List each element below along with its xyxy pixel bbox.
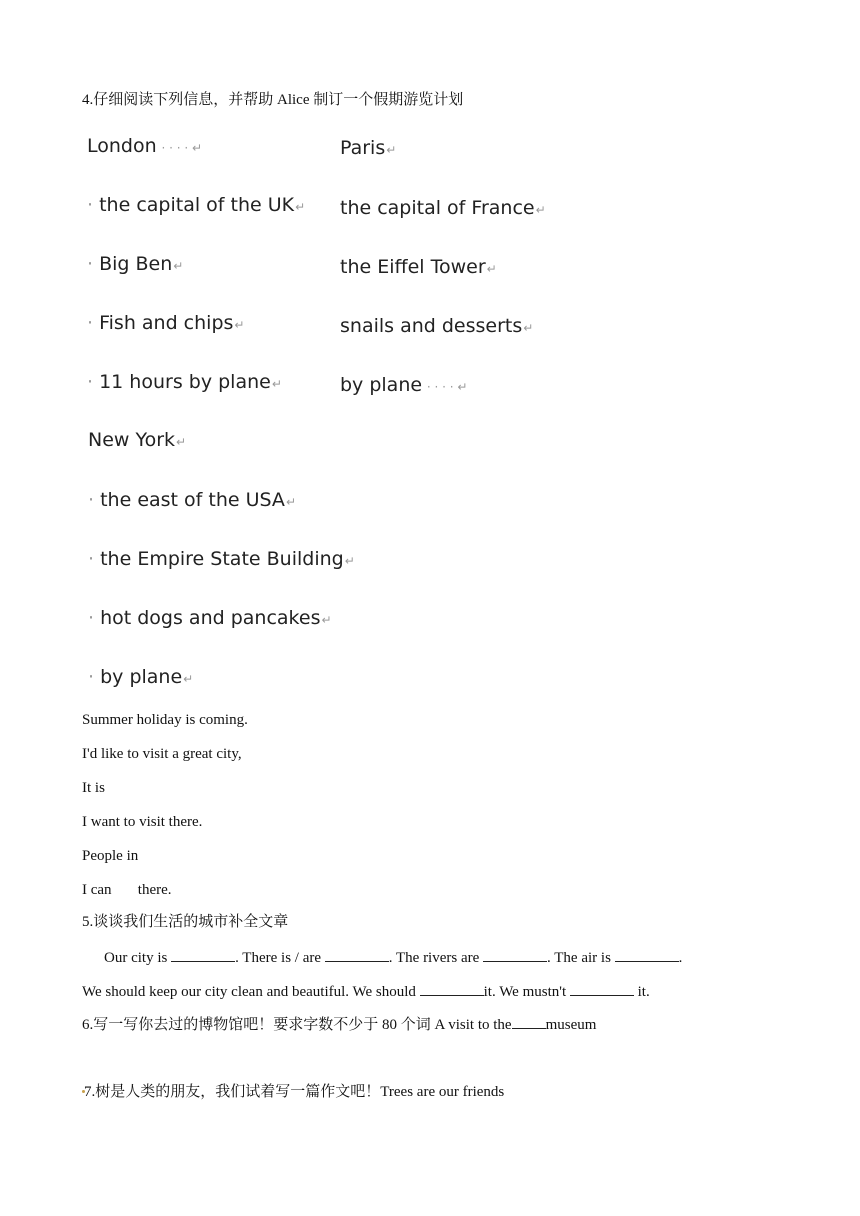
- q6-heading: 6.写一写你去过的博物馆吧！要求字数不少于 80 个词 A visit to the: [82, 1017, 512, 1033]
- q5-text: . The rivers are: [388, 950, 480, 966]
- paris-item: [340, 374, 467, 396]
- paragraph-mark-icon: ↵: [234, 318, 245, 332]
- newyork-item-text: hot dogs and pancakes: [100, 607, 321, 629]
- fill-blank[interactable]: [171, 947, 235, 962]
- paris-item-text: by plane: [340, 374, 423, 396]
- london-item-text: 11 hours by plane: [99, 371, 271, 393]
- paragraph-mark-icon: ↵: [344, 554, 355, 568]
- paris-item-text: snails and desserts: [340, 315, 523, 337]
- paragraph-mark-icon: ↵: [295, 200, 306, 214]
- template-line: I can there.: [82, 882, 172, 898]
- fill-blank[interactable]: [420, 981, 484, 996]
- newyork-item: · the east of the USA↵: [88, 489, 296, 511]
- paris-item: [340, 256, 497, 278]
- london-item-text: Big Ben: [99, 253, 173, 275]
- q5-text: it. We mustn't: [483, 984, 567, 1000]
- paragraph-mark-icon: ↵: [523, 321, 534, 335]
- q5-text: .: [678, 950, 683, 966]
- fill-blank[interactable]: [325, 947, 389, 962]
- q5-text: Our city is: [104, 950, 168, 966]
- q5-text: it.: [637, 984, 650, 1000]
- london-item-text: Fish and chips: [99, 312, 234, 334]
- newyork-item: · the Empire State Building↵: [88, 548, 355, 570]
- london-title: [87, 135, 202, 157]
- london-item: · Fish and chips↵: [87, 312, 245, 334]
- template-line: It is: [82, 780, 105, 796]
- paris-title: [340, 137, 396, 159]
- q5-text: . There is / are: [235, 950, 322, 966]
- paragraph-mark-icon: ↵: [285, 495, 296, 509]
- paragraph-mark-icon: ↵: [321, 613, 332, 627]
- fill-blank[interactable]: [483, 947, 547, 962]
- paragraph-mark-icon: ↵: [486, 262, 497, 276]
- newyork-item-text: the Empire State Building: [100, 548, 344, 570]
- paris-item: [340, 315, 533, 337]
- q5-line1: [104, 947, 682, 968]
- london-item: · 11 hours by plane↵: [87, 371, 282, 393]
- template-line: People in: [82, 848, 139, 864]
- newyork-item: · hot dogs and pancakes↵: [88, 607, 332, 629]
- paragraph-mark-icon: ↵: [176, 435, 187, 449]
- paragraph-mark-icon: ↵: [535, 203, 546, 217]
- newyork-name: New York: [88, 429, 176, 451]
- fill-blank[interactable]: [615, 947, 679, 962]
- paragraph-mark-icon: · · · · ↵: [157, 141, 203, 155]
- paris-item: [340, 197, 546, 219]
- newyork-item-text: the east of the USA: [100, 489, 285, 511]
- paragraph-mark-icon: ↵: [173, 259, 184, 273]
- fill-blank[interactable]: [570, 981, 634, 996]
- london-item: · Big Ben↵: [87, 253, 184, 275]
- paris-item-text: the capital of France: [340, 197, 535, 219]
- q5-text: . The air is: [547, 950, 611, 966]
- paragraph-mark-icon: · · · · ↵: [423, 380, 468, 394]
- q5-heading: 5.谈谈我们生活的城市补全文章: [82, 914, 289, 930]
- london-item: · the capital of the UK↵: [87, 194, 306, 216]
- paragraph-mark-icon: ↵: [271, 377, 282, 391]
- template-line: I want to visit there.: [82, 814, 203, 830]
- london-item-text: the capital of the UK: [99, 194, 295, 216]
- template-line: Summer holiday is coming.: [82, 712, 248, 728]
- q5-line2: [82, 981, 650, 1002]
- template-line: I'd like to visit a great city,: [82, 746, 242, 762]
- newyork-item: · by plane↵: [88, 666, 194, 688]
- fill-blank[interactable]: [512, 1014, 546, 1029]
- q4-heading: 4.仔细阅读下列信息，并帮助 Alice 制订一个假期游览计划: [82, 92, 464, 108]
- newyork-title: [88, 429, 186, 451]
- q5-text: We should keep our city clean and beautiful. We should: [82, 984, 416, 1000]
- paragraph-mark-icon: ↵: [386, 143, 397, 157]
- newyork-item-text: by plane: [100, 666, 183, 688]
- paris-name: Paris: [340, 137, 386, 159]
- q6-tail: museum: [545, 1017, 597, 1033]
- q6-line: [82, 1014, 596, 1035]
- london-name: London: [87, 135, 157, 157]
- q7-heading: 7.树是人类的朋友，我们试着写一篇作文吧！Trees are our friends: [84, 1084, 505, 1100]
- paragraph-mark-icon: ↵: [183, 672, 194, 686]
- paris-item-text: the Eiffel Tower: [340, 256, 486, 278]
